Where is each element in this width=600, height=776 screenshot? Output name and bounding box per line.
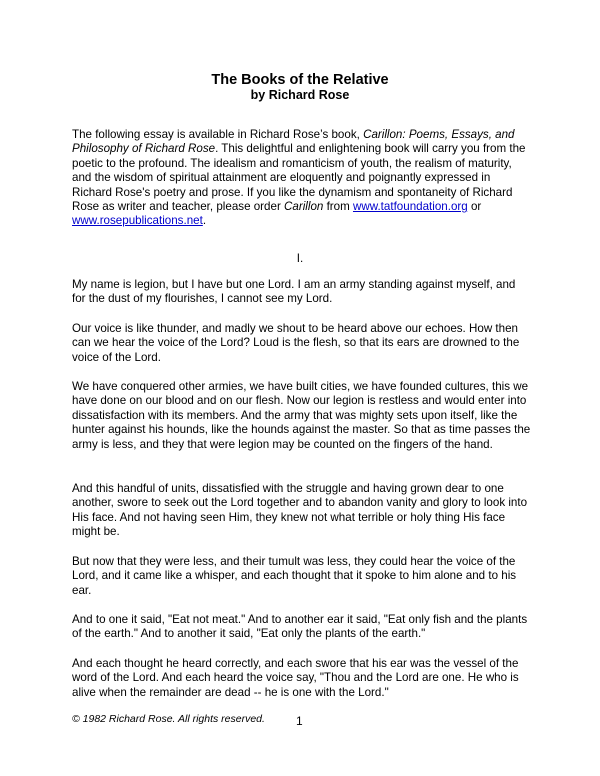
tatfoundation-link[interactable]: www.tatfoundation.org xyxy=(352,200,468,214)
author-byline: by Richard Rose xyxy=(250,88,350,102)
essay-paragraph-3: We have conquered other armies, we have built cities, we have founded cultures, this we have done on our blood and on our flesh. Now our legion is restless and would enter into dissatisfaction with its members. And the army that was mighty sets upon itself, like the hunter against his hounds, like the hounds against the master. So that as time passes the army is less, and they that were legion may be counted on the fingers of the hand. xyxy=(72,380,531,451)
essay-paragraph-5: But now that they were less, and their tumult was less, they could hear the voice of the Lord, and it came like a whisper, and each thought that it spoke to him alone and to his ear. xyxy=(72,555,517,597)
page-number: 1 xyxy=(296,714,303,728)
intro-text-4: or xyxy=(467,200,482,214)
essay-paragraph-2: Our voice is like thunder, and madly we shout to be heard above our echoes. How then can we hear the voice of the Lord? Loud is the flesh, so that its ears are drowned to the voice of the Lord. xyxy=(72,322,520,364)
rosepublications-link[interactable]: www.rosepublications.net xyxy=(72,214,203,228)
essay-paragraph-7: And each thought he heard correctly, and each swore that his ear was the vessel of the word of the Lord. And each heard the voice say, "Thou and the Lord are one. He who is alive when the remainder are dead -- he is one with the Lord." xyxy=(72,657,519,699)
intro-text-2: . This delightful and enlightening book will carry you from the poetic to the profound. The idealism and romanticism of youth, the realism of maturity, and the wisdom of spiritual attainment are eloquently and poignantly expressed in Richard Rose's poetry and prose. If you like the dynamism and spontaneity of Richard Rose as writer and teacher, please order xyxy=(72,142,526,214)
order-book-title: Carillon xyxy=(284,200,324,214)
intro-text-1: The following essay is available in Richard Rose’s book, xyxy=(72,128,364,141)
intro-text-5: . xyxy=(202,214,207,228)
section-number: I. xyxy=(296,252,304,265)
page-title: The Books of the Relative xyxy=(211,72,389,88)
book-title: Carillon: Poems, Essays, and Philosophy of Richard Rose xyxy=(72,128,515,156)
copyright-notice: © 1982 Richard Rose. All rights reserved. xyxy=(72,713,265,725)
intro-paragraph xyxy=(72,128,532,229)
essay-paragraph-4: And this handful of units, dissatisfied with the struggle and having grown dear to one another, swore to seek out the Lord together and to abandon vanity and glory to look into His face. And not having seen Him, they knew not what terrible or holy thing His face might be. xyxy=(72,482,528,539)
essay-paragraph-6: And to one it said, "Eat not meat." And to another ear it said, "Eat only fish and the plants of the earth." And to another it said, "Eat only the plants of the earth." xyxy=(72,613,528,641)
intro-text-3: from xyxy=(323,200,353,214)
essay-paragraph-1: My name is legion, but I have but one Lord. I am an army standing against myself, and for the dust of my flourishes, I cannot see my Lord. xyxy=(72,278,516,306)
